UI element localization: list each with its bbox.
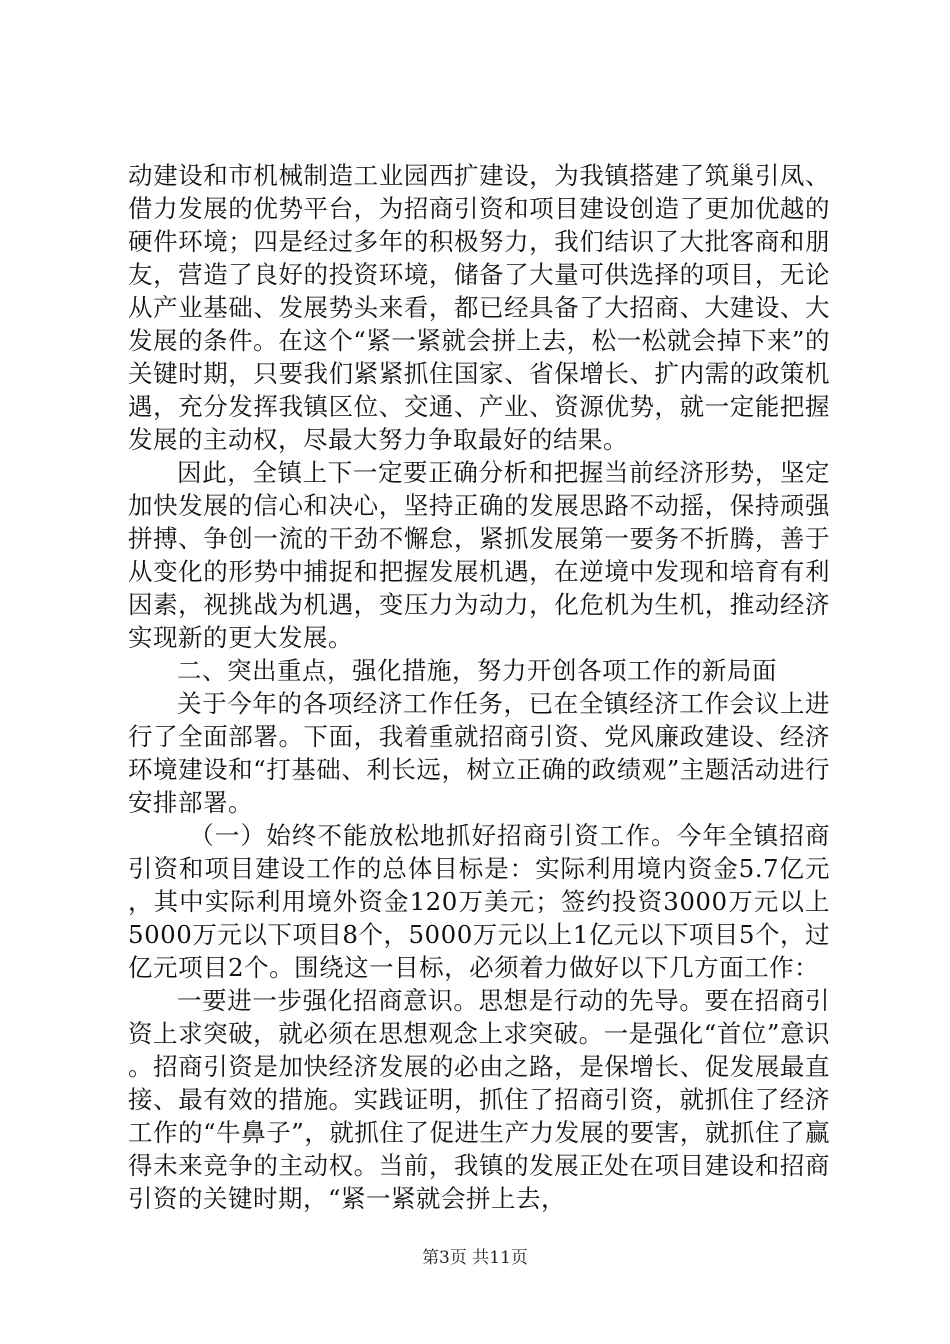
- paragraph-4: 一要进一步强化招商意识。思想是行动的先导。要在招商引资上求突破，就必须在思想观念上求突破。一是强化“首位”意识。招商引资是加快经济发展的必由之路，是保增长、促发展最直接、最有效的措施。实践证明，抓住了招商引资，就抓住了经济工作的“牛鼻子”，就抓住了促进生产力发展的要害，就抓住了赢得未来竞争的主动权。当前，我镇的发展正处在项目建设和招商引资的关键时期，“紧一紧就会拼上去，: [128, 986, 830, 1213]
- paragraph-2: 因此，全镇上下一定要正确分析和把握当前经济形势，坚定加快发展的信心和决心，坚持正确的发展思路不动摇，保持顽强拼搏、争创一流的干劲不懈怠，紧抓发展第一要务不折腾，善于从变化的形势中捕捉和把握发展机遇，在逆境中发现和培育有利因素，视挑战为机遇，变压力为动力，化危机为生机，推动经济实现新的更大发展。: [128, 458, 830, 652]
- section-heading: 二、突出重点，强化措施，努力开创各项工作的新局面: [177, 656, 777, 685]
- paragraph-1: 动建设和市机械制造工业园西扩建设，为我镇搭建了筑巢引凤、借力发展的优势平台，为招商引资和项目建设创造了更加优越的硬件环境；四是经过多年的积极努力，我们结识了大批客商和朋友，营造了良好的投资环境，储备了大量可供选择的项目，无论从产业基础、发展势头来看，都已经具备了大招商、大建设、大发展的条件。在这个“紧一紧就会拼上去，松一松就会掉下来”的关键时期，只要我们紧紧抓住国家、省保增长、扩内需的政策机遇，充分发挥我镇区位、交通、产业、资源优势，就一定能把握发展的主动权，尽最大努力争取最好的结果。: [128, 161, 830, 454]
- document-body: [128, 159, 830, 1215]
- paragraph-3: 关于今年的各项经济工作任务，已在全镇经济工作会议上进行了全面部署。下面，我着重就招商引资、党风廉政建设、经济环境建设和“打基础、利长远，树立正确的政绩观”主题活动进行安排部署。: [128, 689, 830, 817]
- page-number-footer: 第3页 共11页: [422, 1248, 528, 1268]
- subsection-paragraph: （一）始终不能放松地抓好招商引资工作。今年全镇招商引资和项目建设工作的总体目标是：实际利用境内资金5.7亿元，其中实际利用境外资金120万美元；签约投资3000万元以上5000万元以下项目8个，5000万元以上1亿元以下项目5个，过亿元项目2个。围绕这一目标，必须着力做好以下几方面工作：: [128, 821, 830, 982]
